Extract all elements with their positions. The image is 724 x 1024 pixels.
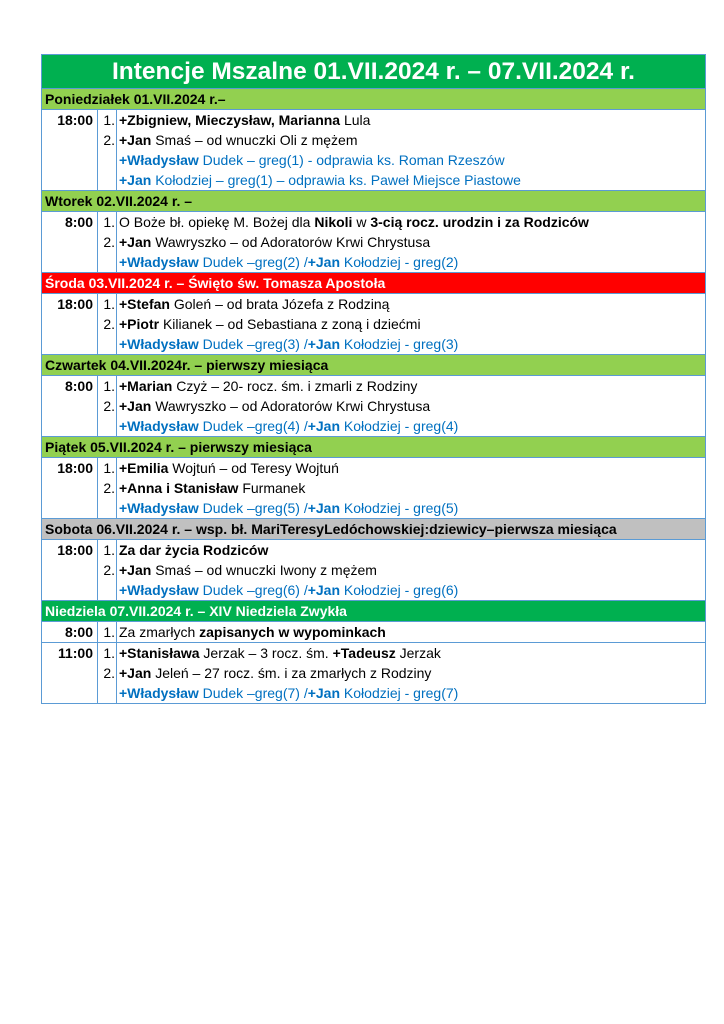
- intention-text: Smaś – od wnuczki Iwony z mężem: [151, 562, 377, 578]
- intention-line: [119, 643, 705, 663]
- intention-text: Kołodziej - greg(3): [340, 336, 459, 352]
- day-header: Wtorek 02.VII.2024 r. –: [42, 190, 705, 211]
- mass-row: [42, 109, 705, 190]
- intention-name: +Jan: [307, 336, 341, 352]
- intention-number: [98, 150, 116, 170]
- intention-number: 1.: [103, 624, 115, 640]
- intention-text: Wawryszko – od Adoratorów Krwi Chrystusa: [151, 398, 431, 414]
- mass-time: 8:00: [42, 212, 98, 272]
- intention-text: Kołodziej – greg(1) – odprawia ks. Paweł Miejsce Piastowe: [151, 172, 521, 188]
- intention-line: [119, 683, 705, 703]
- intention-number: [98, 334, 116, 354]
- intention-number: [98, 683, 116, 703]
- intention-numbers: [98, 376, 117, 436]
- intention-name: +Jan: [307, 685, 341, 701]
- day-header: Niedziela 07.VII.2024 r. – XIV Niedziela Zwykła: [42, 600, 705, 621]
- intention-text: Kołodziej - greg(7): [340, 685, 459, 701]
- intention-text: Kołodziej - greg(2): [340, 254, 459, 270]
- intention-numbers: [98, 622, 117, 642]
- intention-line: [119, 498, 705, 518]
- intention-number: 1.: [103, 378, 115, 394]
- intention-name: zapisanych w wypominkach: [199, 624, 386, 640]
- intention-texts: [117, 294, 705, 354]
- intention-name: Nikoli: [314, 214, 353, 230]
- intention-name: +Jan: [307, 254, 341, 270]
- mass-time: 8:00: [42, 622, 98, 642]
- intention-name: +Marian: [119, 378, 173, 394]
- mass-time: 11:00: [42, 643, 98, 703]
- day-header: Piątek 05.VII.2024 r. – pierwszy miesiąca: [42, 436, 705, 457]
- intention-name: +Anna i Stanisław: [119, 480, 239, 496]
- intention-line: [119, 150, 705, 170]
- mass-time: 8:00: [42, 376, 98, 436]
- intention-text: O Boże bł. opiekę M. Bożej dla: [119, 214, 315, 230]
- intention-numbers: [98, 212, 117, 272]
- intention-line: [119, 334, 705, 354]
- days-list: [42, 88, 705, 703]
- intention-text: Wawryszko – od Adoratorów Krwi Chrystusa: [151, 234, 431, 250]
- mass-time: 18:00: [42, 540, 98, 600]
- intention-number: [98, 252, 116, 272]
- intention-name: +Jan: [119, 172, 152, 188]
- intention-name: +Jan: [119, 562, 152, 578]
- intention-numbers: [98, 643, 117, 703]
- intention-text: Jerzak – 3 rocz. śm.: [199, 645, 333, 661]
- intention-texts: [117, 458, 705, 518]
- mass-row: [42, 539, 705, 600]
- day-header: Środa 03.VII.2024 r. – Święto św. Tomasza Apostoła: [42, 272, 705, 293]
- intention-number: 2.: [103, 132, 115, 148]
- intention-line: [119, 663, 705, 683]
- intention-number: 1.: [103, 460, 115, 476]
- intention-line: [119, 478, 705, 498]
- intention-name: +Tadeusz: [332, 645, 396, 661]
- intention-text: Za zmarłych: [119, 624, 200, 640]
- intention-text: Kilianek – od Sebastiana z zoną i dziećmi: [159, 316, 421, 332]
- intention-line: [119, 622, 705, 642]
- intention-line: [119, 130, 705, 150]
- intention-text: Jerzak: [395, 645, 441, 661]
- intention-name: +Jan: [307, 418, 341, 434]
- intention-number: 2.: [103, 234, 115, 250]
- intention-text: Smaś – od wnuczki Oli z mężem: [151, 132, 358, 148]
- intention-text: Furmanek: [238, 480, 306, 496]
- intention-name: +Jan: [119, 234, 152, 250]
- intention-number: 2.: [103, 316, 115, 332]
- day-header: Poniedziałek 01.VII.2024 r.–: [42, 88, 705, 109]
- intention-name: +Władysław: [119, 418, 199, 434]
- intention-name: +Jan: [119, 398, 152, 414]
- intention-name: +Władysław: [119, 582, 199, 598]
- intention-number: 1.: [103, 112, 115, 128]
- intention-text: Kołodziej - greg(5): [340, 500, 459, 516]
- intention-name: +Władysław: [119, 336, 199, 352]
- page-title: Intencje Mszalne 01.VII.2024 r. – 07.VII.2024 r.: [42, 55, 705, 88]
- intention-name: +Jan: [119, 132, 152, 148]
- intention-number: [98, 498, 116, 518]
- intention-text: Dudek –greg(5) /: [198, 500, 308, 516]
- intention-number: 2.: [103, 562, 115, 578]
- intention-text: Dudek –greg(6) /: [198, 582, 308, 598]
- intention-line: [119, 110, 705, 130]
- intention-name: +Jan: [307, 582, 341, 598]
- intention-line: [119, 376, 705, 396]
- intention-numbers: [98, 540, 117, 600]
- intention-number: [98, 170, 116, 190]
- intention-name: +Stanisława: [119, 645, 200, 661]
- intention-name: +Władysław: [119, 500, 199, 516]
- intention-line: [119, 294, 705, 314]
- mass-time: 18:00: [42, 458, 98, 518]
- mass-row: [42, 642, 705, 703]
- intention-text: Goleń – od brata Józefa z Rodziną: [169, 296, 390, 312]
- intention-number: 2.: [103, 480, 115, 496]
- intention-text: w: [352, 214, 371, 230]
- day-header: Sobota 06.VII.2024 r. – wsp. bł. MariTeresyLedóchowskiej:dziewicy–pierwsza miesiąca: [42, 518, 705, 539]
- intention-text: Kołodziej - greg(4): [340, 418, 459, 434]
- mass-time: 18:00: [42, 294, 98, 354]
- mass-row: [42, 621, 705, 642]
- day-header: Czwartek 04.VII.2024r. – pierwszy miesiąca: [42, 354, 705, 375]
- intention-name: +Stefan: [119, 296, 170, 312]
- intention-name: +Władysław: [119, 254, 199, 270]
- intention-number: 1.: [103, 645, 115, 661]
- mass-row: [42, 375, 705, 436]
- intention-line: [119, 314, 705, 334]
- mass-row: [42, 457, 705, 518]
- intention-text: Czyż – 20- rocz. śm. i zmarli z Rodziny: [172, 378, 418, 394]
- intention-number: [98, 580, 116, 600]
- intention-text: Dudek –greg(3) /: [198, 336, 308, 352]
- intention-number: 2.: [103, 665, 115, 681]
- intention-text: Dudek – greg(1) - odprawia ks. Roman Rzeszów: [198, 152, 505, 168]
- intention-line: [119, 212, 705, 232]
- intention-number: 1.: [103, 542, 115, 558]
- intention-name: +Jan: [307, 500, 341, 516]
- mass-row: [42, 211, 705, 272]
- intention-name: +Jan: [119, 665, 152, 681]
- intention-texts: [117, 622, 705, 642]
- intention-text: Wojtuń – od Teresy Wojtuń: [168, 460, 339, 476]
- intention-line: [119, 540, 705, 560]
- intention-number: 2.: [103, 398, 115, 414]
- intention-number: 1.: [103, 296, 115, 312]
- mass-row: [42, 293, 705, 354]
- mass-time: 18:00: [42, 110, 98, 190]
- intention-numbers: [98, 458, 117, 518]
- intention-name: 3-cią rocz. urodzin i za Rodziców: [370, 214, 589, 230]
- intention-texts: [117, 212, 705, 272]
- intention-name: +Piotr: [119, 316, 160, 332]
- intention-number: 1.: [103, 214, 115, 230]
- intention-texts: [117, 376, 705, 436]
- intention-number: [98, 416, 116, 436]
- intention-name: +Władysław: [119, 152, 199, 168]
- intention-texts: [117, 540, 705, 600]
- intention-numbers: [98, 294, 117, 354]
- intention-line: [119, 580, 705, 600]
- intention-line: [119, 458, 705, 478]
- intention-text: Dudek –greg(7) /: [198, 685, 308, 701]
- intention-text: Lula: [340, 112, 371, 128]
- intentions-table: [41, 54, 706, 704]
- intention-line: [119, 396, 705, 416]
- intention-text: Dudek –greg(2) /: [198, 254, 308, 270]
- intention-line: [119, 560, 705, 580]
- intention-name: Za dar życia Rodziców: [119, 542, 269, 558]
- intention-line: [119, 416, 705, 436]
- intention-numbers: [98, 110, 117, 190]
- intention-name: +Emilia: [119, 460, 169, 476]
- intention-text: Jeleń – 27 rocz. śm. i za zmarłych z Rodziny: [151, 665, 432, 681]
- intention-text: Kołodziej - greg(6): [340, 582, 459, 598]
- intention-texts: [117, 643, 705, 703]
- intention-name: +Władysław: [119, 685, 199, 701]
- intention-line: [119, 232, 705, 252]
- intention-texts: [117, 110, 705, 190]
- intention-line: [119, 170, 705, 190]
- intention-name: +Zbigniew, Mieczysław, Marianna: [119, 112, 341, 128]
- intention-text: Dudek –greg(4) /: [198, 418, 308, 434]
- intention-line: [119, 252, 705, 272]
